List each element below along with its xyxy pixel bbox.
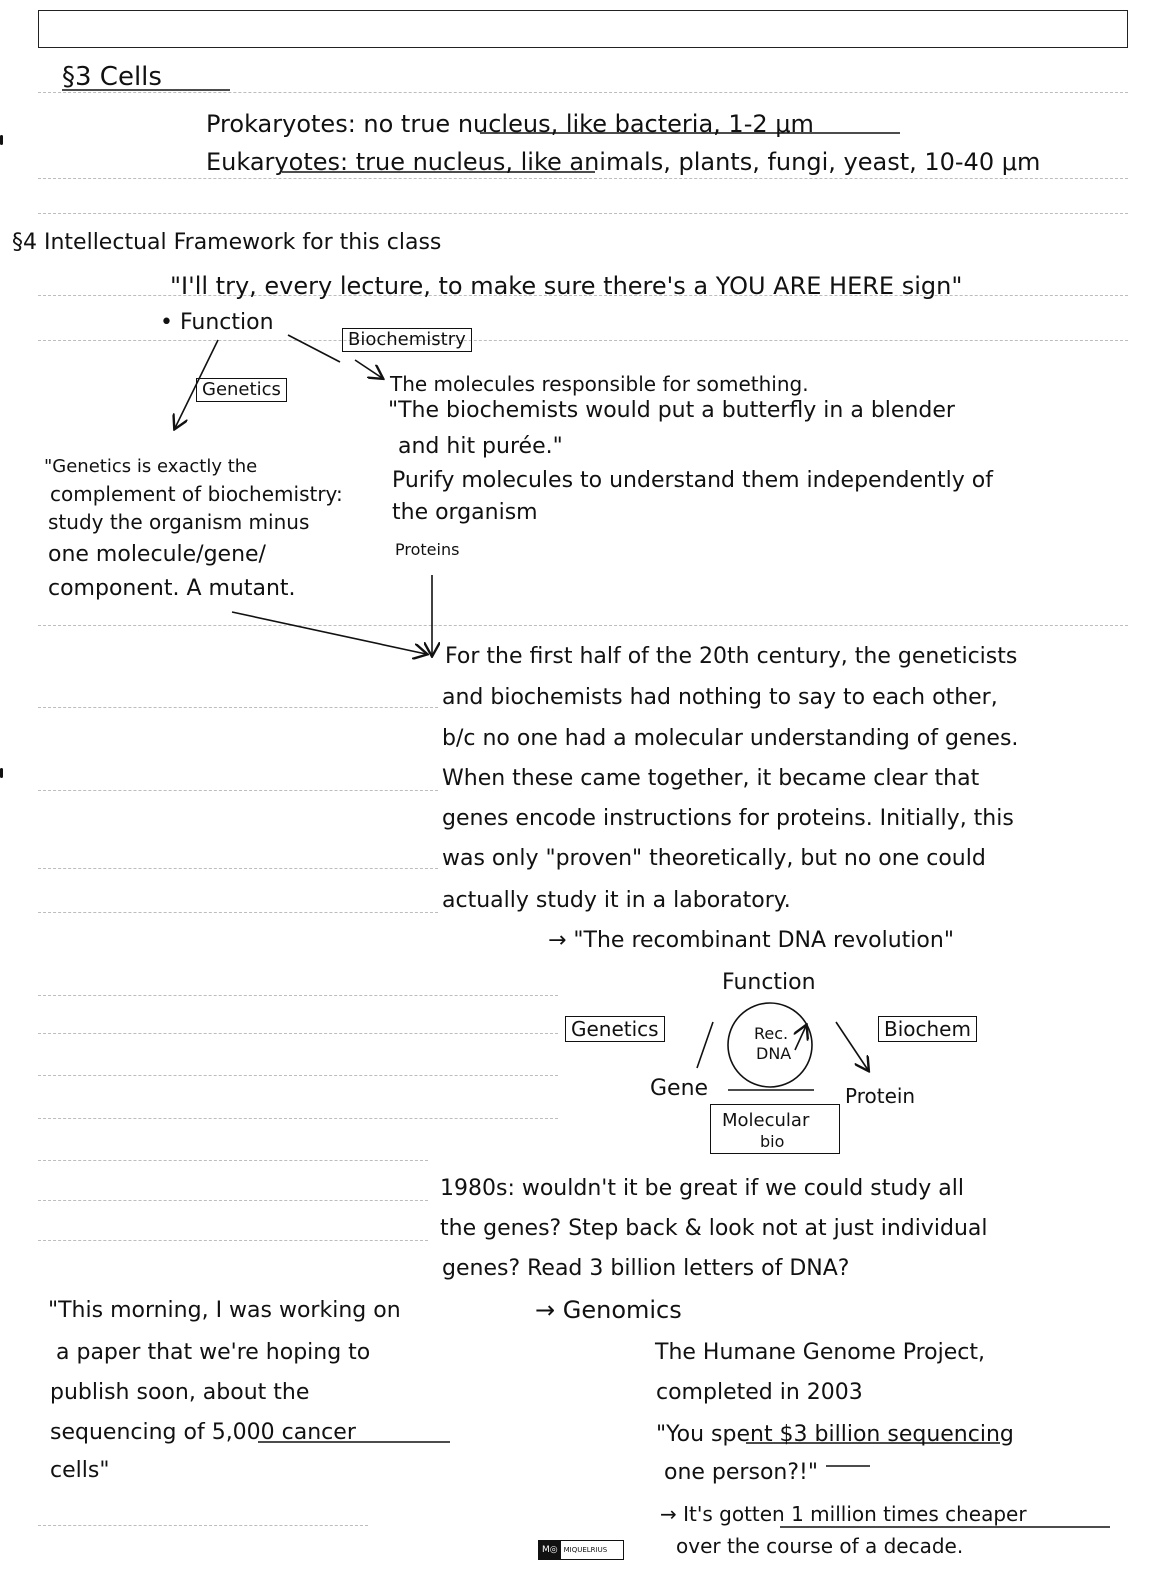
hgp-line: over the course of a decade.	[676, 1534, 964, 1558]
biochem-to-notes-arrow	[355, 360, 382, 378]
history-line: When these came together, it became clear that	[442, 766, 980, 791]
diagram-biochem-box: Biochem	[878, 1016, 977, 1042]
history-line: genes encode instructions for proteins. Initially, this	[442, 806, 1014, 831]
hgp-line: "You spent $3 billion sequencing	[656, 1422, 1014, 1447]
history-line: was only "proven" theoretically, but no one could	[442, 846, 986, 871]
hgp-line: completed in 2003	[656, 1380, 863, 1405]
genetics-note: one molecule/gene/	[48, 542, 266, 567]
notebook-brand-logo	[538, 1540, 624, 1560]
eighties-line: the genes? Step back & look not at just individual	[440, 1216, 988, 1241]
rec-dna-inner-arrow	[795, 1026, 806, 1050]
function-to-biochem-stroke	[288, 335, 340, 362]
morning-quote-line: cells"	[50, 1458, 110, 1483]
diagram-protein: Protein	[845, 1084, 916, 1108]
eukaryotes-line: Eukaryotes: true nucleus, like animals, plants, fungi, yeast, 10-40 μm	[206, 148, 1041, 176]
morning-quote-line: "This morning, I was working on	[48, 1298, 401, 1323]
diagram-genetics-box: Genetics	[565, 1016, 665, 1042]
rec-dna-circle	[728, 1003, 812, 1087]
biochem-note: Purify molecules to understand them independently of	[392, 468, 993, 493]
biochem-note: and hit purée."	[398, 434, 563, 459]
hgp-line: one person?!"	[664, 1460, 818, 1485]
history-line: b/c no one had a molecular understanding of genes.	[442, 726, 1019, 751]
function-to-genetics-arrow	[175, 340, 218, 428]
genetics-note: complement of biochemistry:	[50, 482, 343, 506]
biochem-note: the organism	[392, 500, 538, 525]
genetics-note: component. A mutant.	[48, 576, 296, 601]
biochemistry-box: Biochemistry	[342, 328, 472, 352]
prokaryotes-line: Prokaryotes: no true nucleus, like bacteria, 1-2 μm	[206, 110, 814, 138]
recombinant-revolution: → "The recombinant DNA revolution"	[548, 928, 954, 953]
function-bullet: • Function	[160, 310, 274, 335]
eighties-line: genes? Read 3 billion letters of DNA?	[442, 1256, 850, 1281]
brand-name: MIQUELRIUS	[563, 1546, 608, 1554]
morning-quote-line: sequencing of 5,000 cancer	[50, 1420, 356, 1445]
diagram-left-slash	[697, 1022, 713, 1068]
diagram-molbio: Molecular	[722, 1110, 810, 1131]
hgp-line: The Humane Genome Project,	[655, 1340, 985, 1365]
diagram-molbio: bio	[760, 1132, 785, 1151]
hgp-line: → It's gotten 1 million times cheaper	[660, 1502, 1027, 1526]
diagram-rec-dna: Rec.	[754, 1024, 789, 1043]
brand-mark-icon: M◎	[539, 1541, 561, 1559]
diagram-gene: Gene	[650, 1076, 709, 1101]
genomics-line: → Genomics	[535, 1296, 682, 1324]
biochem-note: The molecules responsible for something.	[390, 372, 809, 396]
diagram-rec-dna: DNA	[756, 1044, 792, 1063]
diagram-function: Function	[722, 970, 816, 995]
section-4-heading: §4 Intellectual Framework for this class	[12, 230, 442, 255]
diagram-right-arrow	[836, 1022, 868, 1070]
morning-quote-line: publish soon, about the	[50, 1380, 310, 1405]
eighties-line: 1980s: wouldn't it be great if we could study all	[440, 1176, 964, 1201]
genetics-box: Genetics	[196, 378, 287, 402]
genetics-note: "Genetics is exactly the	[44, 456, 258, 477]
history-line: and biochemists had nothing to say to each other,	[442, 685, 998, 710]
biochem-note: "The biochemists would put a butterfly in a blender	[388, 398, 955, 423]
history-line: For the first half of the 20th century, the geneticists	[445, 644, 1018, 669]
mutant-to-history-arrow	[232, 612, 426, 654]
biochem-note: Proteins	[395, 540, 460, 559]
history-line: actually study it in a laboratory.	[442, 888, 791, 913]
morning-quote-line: a paper that we're hoping to	[56, 1340, 371, 1365]
genetics-note: study the organism minus	[48, 510, 310, 534]
you-are-here-quote: "I'll try, every lecture, to make sure there's a YOU ARE HERE sign"	[170, 272, 963, 300]
section-3-heading: §3 Cells	[62, 62, 162, 92]
